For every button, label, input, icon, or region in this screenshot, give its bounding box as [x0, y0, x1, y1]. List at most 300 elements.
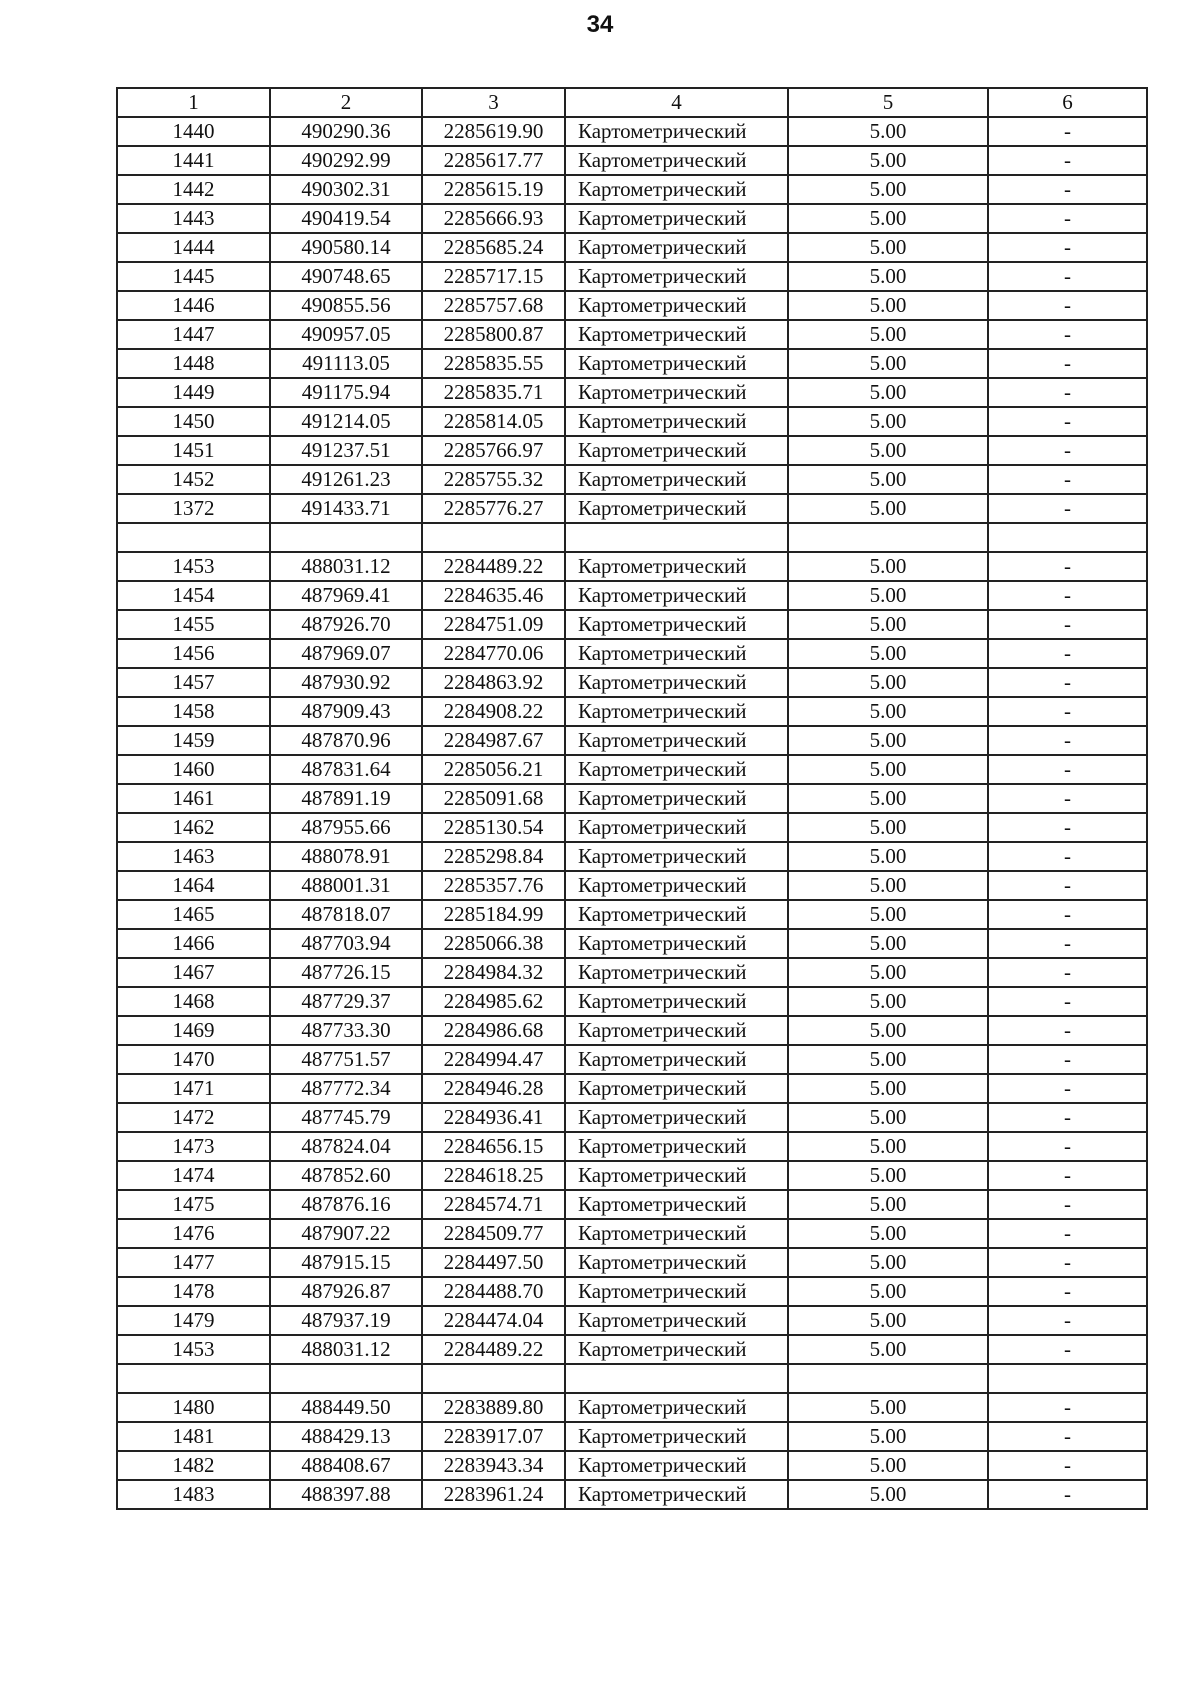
- coord-x-cell: 491433.71: [270, 494, 422, 523]
- coord-x-cell: 487955.66: [270, 813, 422, 842]
- coord-y-cell: 2285766.97: [422, 436, 565, 465]
- method-cell: Картометрический: [565, 842, 788, 871]
- coord-y-cell: 2283889.80: [422, 1393, 565, 1422]
- method-cell: Картометрический: [565, 1074, 788, 1103]
- point-number-cell: 1458: [117, 697, 270, 726]
- coord-y-cell: 2285184.99: [422, 900, 565, 929]
- table-row: [117, 1074, 1147, 1103]
- method-cell: Картометрический: [565, 204, 788, 233]
- point-number-cell: 1443: [117, 204, 270, 233]
- method-cell: Картометрический: [565, 1219, 788, 1248]
- coord-y-cell: 2285755.32: [422, 465, 565, 494]
- coord-x-cell: 490419.54: [270, 204, 422, 233]
- point-number-cell: 1445: [117, 262, 270, 291]
- accuracy-cell: 5.00: [788, 755, 988, 784]
- point-number-cell: 1441: [117, 146, 270, 175]
- coord-y-cell: 2284987.67: [422, 726, 565, 755]
- coord-y-cell: 2284488.70: [422, 1277, 565, 1306]
- coord-y-cell: 2284770.06: [422, 639, 565, 668]
- coord-y-cell: 2284509.77: [422, 1219, 565, 1248]
- note-cell: -: [988, 1248, 1147, 1277]
- header-col-2: 2: [270, 88, 422, 117]
- accuracy-cell: 5.00: [788, 233, 988, 262]
- point-number-cell: 1456: [117, 639, 270, 668]
- method-cell: Картометрический: [565, 1190, 788, 1219]
- note-cell: -: [988, 784, 1147, 813]
- point-number-cell: 1453: [117, 552, 270, 581]
- note-cell: -: [988, 117, 1147, 146]
- coord-x-cell: 488078.91: [270, 842, 422, 871]
- coord-y-cell: 2284936.41: [422, 1103, 565, 1132]
- coord-x-cell: 487969.07: [270, 639, 422, 668]
- note-cell: -: [988, 610, 1147, 639]
- method-cell: Картометрический: [565, 871, 788, 900]
- accuracy-cell: 5.00: [788, 1248, 988, 1277]
- table-row: [117, 1393, 1147, 1422]
- coordinates-table: [116, 87, 1148, 1510]
- point-number-cell: 1477: [117, 1248, 270, 1277]
- point-number-cell: 1464: [117, 871, 270, 900]
- coord-y-cell: 2285619.90: [422, 117, 565, 146]
- point-number-cell: 1455: [117, 610, 270, 639]
- coord-x-cell: 487726.15: [270, 958, 422, 987]
- accuracy-cell: 5.00: [788, 987, 988, 1016]
- coord-y-cell: 2284984.32: [422, 958, 565, 987]
- point-number-cell: 1372: [117, 494, 270, 523]
- coord-x-cell: 488001.31: [270, 871, 422, 900]
- coord-x-cell: 488031.12: [270, 1335, 422, 1364]
- note-cell: -: [988, 320, 1147, 349]
- accuracy-cell: 5.00: [788, 900, 988, 929]
- coord-x-cell: 487824.04: [270, 1132, 422, 1161]
- header-col-4: 4: [565, 88, 788, 117]
- coord-x-cell: 487907.22: [270, 1219, 422, 1248]
- accuracy-cell: 5.00: [788, 175, 988, 204]
- coord-y-cell: [422, 523, 565, 552]
- accuracy-cell: 5.00: [788, 262, 988, 291]
- point-number-cell: 1461: [117, 784, 270, 813]
- coord-x-cell: 487745.79: [270, 1103, 422, 1132]
- coord-x-cell: 487937.19: [270, 1306, 422, 1335]
- coord-y-cell: [422, 1364, 565, 1393]
- coord-x-cell: 490292.99: [270, 146, 422, 175]
- accuracy-cell: 5.00: [788, 1016, 988, 1045]
- table-row: [117, 320, 1147, 349]
- coord-x-cell: 488397.88: [270, 1480, 422, 1509]
- note-cell: -: [988, 842, 1147, 871]
- table-row: [117, 117, 1147, 146]
- table-row: [117, 204, 1147, 233]
- accuracy-cell: 5.00: [788, 1190, 988, 1219]
- coord-x-cell: 487870.96: [270, 726, 422, 755]
- table-row: [117, 755, 1147, 784]
- table-row: [117, 784, 1147, 813]
- point-number-cell: 1469: [117, 1016, 270, 1045]
- point-number-cell: 1452: [117, 465, 270, 494]
- coord-x-cell: 491214.05: [270, 407, 422, 436]
- note-cell: -: [988, 407, 1147, 436]
- point-number-cell: 1457: [117, 668, 270, 697]
- header-row: [117, 88, 1147, 117]
- table-row: [117, 1045, 1147, 1074]
- method-cell: Картометрический: [565, 146, 788, 175]
- accuracy-cell: 5.00: [788, 842, 988, 871]
- point-number-cell: 1451: [117, 436, 270, 465]
- accuracy-cell: [788, 523, 988, 552]
- table-row: [117, 523, 1147, 552]
- point-number-cell: 1478: [117, 1277, 270, 1306]
- coord-x-cell: 491113.05: [270, 349, 422, 378]
- method-cell: Картометрический: [565, 552, 788, 581]
- note-cell: -: [988, 1335, 1147, 1364]
- point-number-cell: 1446: [117, 291, 270, 320]
- coord-y-cell: 2284474.04: [422, 1306, 565, 1335]
- table-row: [117, 1016, 1147, 1045]
- coord-y-cell: 2283943.34: [422, 1451, 565, 1480]
- coord-y-cell: 2284994.47: [422, 1045, 565, 1074]
- table-row: [117, 1132, 1147, 1161]
- method-cell: Картометрический: [565, 291, 788, 320]
- method-cell: Картометрический: [565, 610, 788, 639]
- accuracy-cell: 5.00: [788, 1045, 988, 1074]
- note-cell: -: [988, 1074, 1147, 1103]
- header-col-3: 3: [422, 88, 565, 117]
- coord-x-cell: 487915.15: [270, 1248, 422, 1277]
- coord-x-cell: 487772.34: [270, 1074, 422, 1103]
- point-number-cell: 1480: [117, 1393, 270, 1422]
- coord-x-cell: 488429.13: [270, 1422, 422, 1451]
- method-cell: Картометрический: [565, 320, 788, 349]
- point-number-cell: 1463: [117, 842, 270, 871]
- method-cell: Картометрический: [565, 494, 788, 523]
- method-cell: Картометрический: [565, 349, 788, 378]
- note-cell: -: [988, 1480, 1147, 1509]
- table-row: [117, 1161, 1147, 1190]
- point-number-cell: [117, 1364, 270, 1393]
- table-row: [117, 668, 1147, 697]
- table-row: [117, 958, 1147, 987]
- coord-x-cell: 487703.94: [270, 929, 422, 958]
- accuracy-cell: 5.00: [788, 552, 988, 581]
- accuracy-cell: 5.00: [788, 610, 988, 639]
- point-number-cell: 1440: [117, 117, 270, 146]
- note-cell: -: [988, 175, 1147, 204]
- table-body: [117, 117, 1147, 1509]
- table-row: [117, 581, 1147, 610]
- method-cell: Картометрический: [565, 1451, 788, 1480]
- accuracy-cell: 5.00: [788, 1422, 988, 1451]
- coord-x-cell: 487729.37: [270, 987, 422, 1016]
- header-col-5: 5: [788, 88, 988, 117]
- accuracy-cell: 5.00: [788, 146, 988, 175]
- coord-y-cell: 2284908.22: [422, 697, 565, 726]
- note-cell: -: [988, 1190, 1147, 1219]
- point-number-cell: 1471: [117, 1074, 270, 1103]
- method-cell: Картометрический: [565, 1103, 788, 1132]
- accuracy-cell: 5.00: [788, 1277, 988, 1306]
- table-row: [117, 813, 1147, 842]
- table-row: [117, 1103, 1147, 1132]
- coord-y-cell: 2285757.68: [422, 291, 565, 320]
- accuracy-cell: 5.00: [788, 407, 988, 436]
- method-cell: Картометрический: [565, 929, 788, 958]
- table-row: [117, 639, 1147, 668]
- note-cell: -: [988, 436, 1147, 465]
- accuracy-cell: 5.00: [788, 1451, 988, 1480]
- note-cell: -: [988, 668, 1147, 697]
- coord-y-cell: 2285685.24: [422, 233, 565, 262]
- method-cell: Картометрический: [565, 407, 788, 436]
- method-cell: Картометрический: [565, 1045, 788, 1074]
- accuracy-cell: 5.00: [788, 1219, 988, 1248]
- coord-x-cell: 490957.05: [270, 320, 422, 349]
- note-cell: -: [988, 1277, 1147, 1306]
- accuracy-cell: 5.00: [788, 291, 988, 320]
- accuracy-cell: 5.00: [788, 494, 988, 523]
- table-row: [117, 407, 1147, 436]
- coord-x-cell: 491237.51: [270, 436, 422, 465]
- table-row: [117, 146, 1147, 175]
- note-cell: [988, 1364, 1147, 1393]
- note-cell: -: [988, 958, 1147, 987]
- table-row: [117, 610, 1147, 639]
- coord-y-cell: 2285835.55: [422, 349, 565, 378]
- point-number-cell: 1450: [117, 407, 270, 436]
- method-cell: Картометрический: [565, 784, 788, 813]
- coord-x-cell: 487930.92: [270, 668, 422, 697]
- point-number-cell: 1442: [117, 175, 270, 204]
- method-cell: Картометрический: [565, 958, 788, 987]
- coord-x-cell: [270, 523, 422, 552]
- note-cell: -: [988, 639, 1147, 668]
- method-cell: Картометрический: [565, 175, 788, 204]
- table-row: [117, 1451, 1147, 1480]
- coord-y-cell: 2283917.07: [422, 1422, 565, 1451]
- coord-y-cell: 2285066.38: [422, 929, 565, 958]
- accuracy-cell: 5.00: [788, 1074, 988, 1103]
- coord-y-cell: 2283961.24: [422, 1480, 565, 1509]
- coord-y-cell: 2285800.87: [422, 320, 565, 349]
- note-cell: -: [988, 813, 1147, 842]
- coord-y-cell: 2285617.77: [422, 146, 565, 175]
- point-number-cell: 1475: [117, 1190, 270, 1219]
- point-number-cell: 1476: [117, 1219, 270, 1248]
- table-row: [117, 262, 1147, 291]
- method-cell: Картометрический: [565, 117, 788, 146]
- coord-x-cell: 487733.30: [270, 1016, 422, 1045]
- point-number-cell: 1447: [117, 320, 270, 349]
- note-cell: -: [988, 349, 1147, 378]
- header-col-6: 6: [988, 88, 1147, 117]
- coord-x-cell: 487818.07: [270, 900, 422, 929]
- accuracy-cell: 5.00: [788, 320, 988, 349]
- point-number-cell: 1444: [117, 233, 270, 262]
- point-number-cell: 1479: [117, 1306, 270, 1335]
- coord-y-cell: 2285835.71: [422, 378, 565, 407]
- method-cell: Картометрический: [565, 1335, 788, 1364]
- table-row: [117, 1190, 1147, 1219]
- coord-y-cell: 2284618.25: [422, 1161, 565, 1190]
- table-row: [117, 552, 1147, 581]
- note-cell: -: [988, 697, 1147, 726]
- point-number-cell: 1482: [117, 1451, 270, 1480]
- note-cell: -: [988, 1045, 1147, 1074]
- note-cell: -: [988, 465, 1147, 494]
- point-number-cell: 1454: [117, 581, 270, 610]
- method-cell: Картометрический: [565, 262, 788, 291]
- coord-x-cell: 490748.65: [270, 262, 422, 291]
- coord-x-cell: 487891.19: [270, 784, 422, 813]
- note-cell: -: [988, 755, 1147, 784]
- note-cell: -: [988, 262, 1147, 291]
- point-number-cell: 1465: [117, 900, 270, 929]
- coord-x-cell: 487852.60: [270, 1161, 422, 1190]
- coord-x-cell: 488408.67: [270, 1451, 422, 1480]
- coord-y-cell: 2284635.46: [422, 581, 565, 610]
- method-cell: [565, 523, 788, 552]
- method-cell: Картометрический: [565, 813, 788, 842]
- accuracy-cell: 5.00: [788, 1132, 988, 1161]
- table-row: [117, 175, 1147, 204]
- coord-y-cell: 2284863.92: [422, 668, 565, 697]
- note-cell: -: [988, 146, 1147, 175]
- coord-y-cell: 2285814.05: [422, 407, 565, 436]
- accuracy-cell: 5.00: [788, 1103, 988, 1132]
- coord-x-cell: 487876.16: [270, 1190, 422, 1219]
- method-cell: Картометрический: [565, 1016, 788, 1045]
- accuracy-cell: 5.00: [788, 465, 988, 494]
- note-cell: -: [988, 1103, 1147, 1132]
- coord-x-cell: 491175.94: [270, 378, 422, 407]
- coord-y-cell: 2285091.68: [422, 784, 565, 813]
- point-number-cell: 1470: [117, 1045, 270, 1074]
- note-cell: -: [988, 1016, 1147, 1045]
- method-cell: Картометрический: [565, 233, 788, 262]
- note-cell: -: [988, 552, 1147, 581]
- accuracy-cell: 5.00: [788, 958, 988, 987]
- coord-y-cell: 2285615.19: [422, 175, 565, 204]
- table-row: [117, 1248, 1147, 1277]
- note-cell: -: [988, 204, 1147, 233]
- method-cell: [565, 1364, 788, 1393]
- table-row: [117, 436, 1147, 465]
- coord-y-cell: 2285666.93: [422, 204, 565, 233]
- note-cell: -: [988, 1422, 1147, 1451]
- table-row: [117, 726, 1147, 755]
- coord-y-cell: 2285056.21: [422, 755, 565, 784]
- coord-y-cell: 2284986.68: [422, 1016, 565, 1045]
- table-row: [117, 1306, 1147, 1335]
- accuracy-cell: 5.00: [788, 117, 988, 146]
- accuracy-cell: 5.00: [788, 204, 988, 233]
- note-cell: -: [988, 1306, 1147, 1335]
- method-cell: Картометрический: [565, 726, 788, 755]
- note-cell: -: [988, 1132, 1147, 1161]
- point-number-cell: [117, 523, 270, 552]
- accuracy-cell: 5.00: [788, 871, 988, 900]
- method-cell: Картометрический: [565, 668, 788, 697]
- note-cell: -: [988, 291, 1147, 320]
- accuracy-cell: 5.00: [788, 378, 988, 407]
- table-row: [117, 1480, 1147, 1509]
- coord-x-cell: 488449.50: [270, 1393, 422, 1422]
- point-number-cell: 1449: [117, 378, 270, 407]
- coord-x-cell: 487831.64: [270, 755, 422, 784]
- table-row: [117, 494, 1147, 523]
- coord-x-cell: 487926.87: [270, 1277, 422, 1306]
- method-cell: Картометрический: [565, 465, 788, 494]
- table-row: [117, 378, 1147, 407]
- accuracy-cell: 5.00: [788, 349, 988, 378]
- coord-y-cell: 2284946.28: [422, 1074, 565, 1103]
- coord-x-cell: 487909.43: [270, 697, 422, 726]
- coord-x-cell: 487969.41: [270, 581, 422, 610]
- note-cell: -: [988, 871, 1147, 900]
- table-row: [117, 871, 1147, 900]
- note-cell: -: [988, 378, 1147, 407]
- coord-x-cell: 490580.14: [270, 233, 422, 262]
- method-cell: Картометрический: [565, 1306, 788, 1335]
- table-row: [117, 929, 1147, 958]
- table-row: [117, 233, 1147, 262]
- note-cell: -: [988, 581, 1147, 610]
- table-row: [117, 1335, 1147, 1364]
- method-cell: Картометрический: [565, 755, 788, 784]
- table-row: [117, 349, 1147, 378]
- point-number-cell: 1459: [117, 726, 270, 755]
- table-row: [117, 1277, 1147, 1306]
- method-cell: Картометрический: [565, 1422, 788, 1451]
- accuracy-cell: 5.00: [788, 929, 988, 958]
- note-cell: -: [988, 233, 1147, 262]
- coord-y-cell: 2284489.22: [422, 552, 565, 581]
- accuracy-cell: 5.00: [788, 1335, 988, 1364]
- method-cell: Картометрический: [565, 900, 788, 929]
- method-cell: Картометрический: [565, 581, 788, 610]
- table-row: [117, 842, 1147, 871]
- accuracy-cell: 5.00: [788, 1161, 988, 1190]
- table-row: [117, 1364, 1147, 1393]
- method-cell: Картометрический: [565, 1161, 788, 1190]
- accuracy-cell: [788, 1364, 988, 1393]
- method-cell: Картометрический: [565, 436, 788, 465]
- point-number-cell: 1453: [117, 1335, 270, 1364]
- table-row: [117, 900, 1147, 929]
- method-cell: Картометрический: [565, 1132, 788, 1161]
- table-row: [117, 1422, 1147, 1451]
- method-cell: Картометрический: [565, 1480, 788, 1509]
- method-cell: Картометрический: [565, 1277, 788, 1306]
- accuracy-cell: 5.00: [788, 697, 988, 726]
- coord-y-cell: 2284751.09: [422, 610, 565, 639]
- method-cell: Картометрический: [565, 697, 788, 726]
- table-row: [117, 1219, 1147, 1248]
- coord-y-cell: 2284985.62: [422, 987, 565, 1016]
- table-row: [117, 465, 1147, 494]
- accuracy-cell: 5.00: [788, 436, 988, 465]
- coord-y-cell: 2285357.76: [422, 871, 565, 900]
- coord-x-cell: 490855.56: [270, 291, 422, 320]
- table-row: [117, 291, 1147, 320]
- coord-x-cell: 487751.57: [270, 1045, 422, 1074]
- accuracy-cell: 5.00: [788, 1480, 988, 1509]
- coord-y-cell: 2284656.15: [422, 1132, 565, 1161]
- note-cell: [988, 523, 1147, 552]
- accuracy-cell: 5.00: [788, 784, 988, 813]
- point-number-cell: 1448: [117, 349, 270, 378]
- coord-y-cell: 2284497.50: [422, 1248, 565, 1277]
- note-cell: -: [988, 900, 1147, 929]
